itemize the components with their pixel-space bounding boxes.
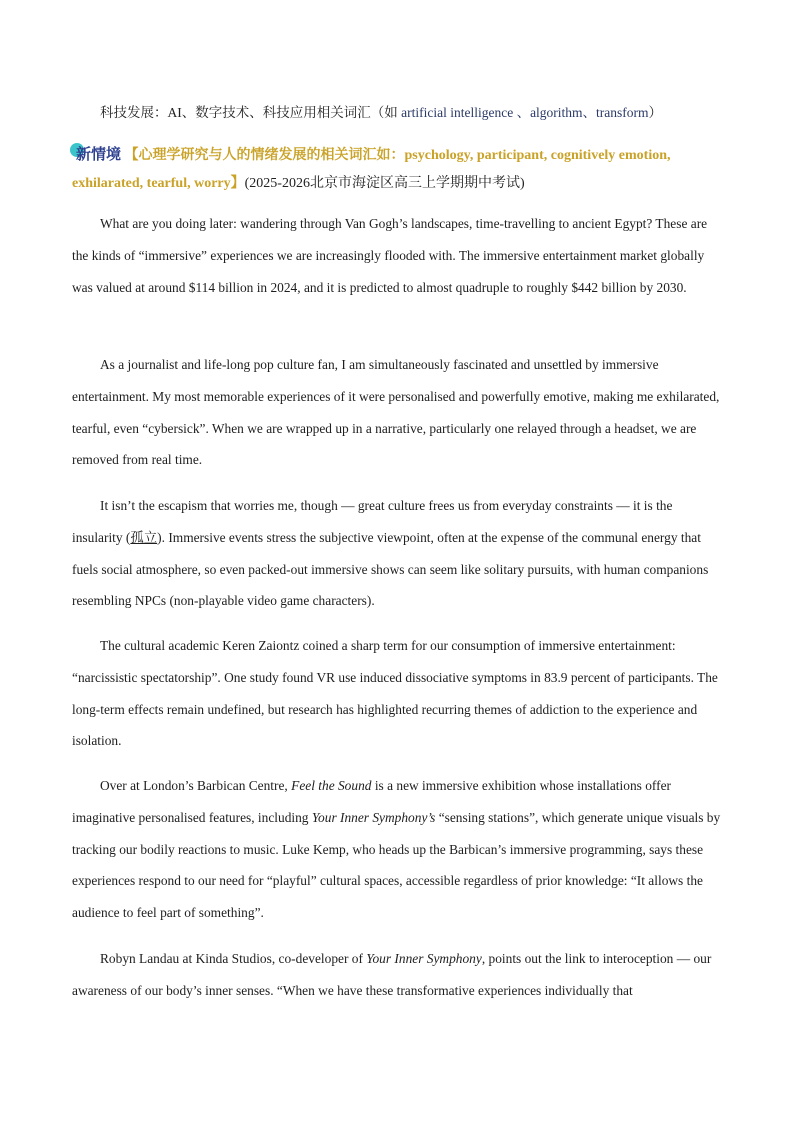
italic-title: Feel the Sound (291, 778, 372, 793)
paragraph-6: Robyn Landau at Kinda Studios, co-developer of Your Inner Symphony, points out the link to interoception — our awareness of our body’s inner senses. “When we have these transformative experiences individually that (72, 951, 712, 998)
paragraph-2: As a journalist and life-long pop culture fan, I am simultaneously fascinated and unsettled by immersive entertainment. My most memorable experiences of it were personalised and powerfully emotive, making me exhilarated, tearful, even “cybersick”. When we are wrapped up in a narrative, particularly one relayed through a headset, we are removed from real time. (72, 357, 720, 468)
vocab-line (100, 101, 662, 121)
vocab-words: artificial intelligence 、algorithm、transform (401, 105, 649, 120)
gloss-term: 孤立 (130, 529, 158, 545)
paragraph-3: It isn’t the escapism that worries me, though — great culture frees us from everyday constraints — it is the insularity (孤立). Immersive events stress the subjective viewpoint, often at the expense of the communal energy that fuels social atmosphere, so even packed-out immersive shows can seem like solitary pursuits, with human companions resembling NPCs (non-playable video game characters). (72, 498, 709, 609)
vocab-suffix: ） (648, 105, 663, 120)
vocab-prefix: 科技发展：AI、数字技术、科技应用相关词汇（如 (100, 105, 402, 120)
paragraph-5: Over at London’s Barbican Centre, Feel the Sound is a new immersive exhibition whose installations offer imaginative personalised features, including Your Inner Symphony’s “sensing stations”, which generate unique visuals by tracking our bodily reactions to music. Luke Kemp, who heads up the Barbican’s immersive programming, says these experiences respond to our need for “playful” cultural spaces, accessible regardless of prior knowledge: “It allows the audience to feel part of something”. (72, 778, 721, 921)
context-highlight: 【心理学研究与人的情绪发展的相关词汇如：psychology, participant, cognitively emotion, exhilarated, tearful, worry】 (72, 148, 671, 191)
paragraph-1: What are you doing later: wandering through Van Gogh’s landscapes, time-travelling to ancient Egypt? These are the kinds of “immersive” experiences we are increasingly flooded with. The immersive entertainment market globally was valued at around $114 billion in 2024, and it is predicted to almost quadruple to roughly $442 billion by 2030. (72, 216, 708, 295)
context-badge: 新情境 (72, 140, 121, 168)
italic-title: Your Inner Symphony (366, 951, 482, 966)
context-block (72, 140, 724, 198)
italic-title: Your Inner Symphony’s (311, 809, 436, 825)
paragraph-4: The cultural academic Keren Zaiontz coined a sharp term for our consumption of immersive entertainment: “narcissistic spectatorship”. One study found VR use induced dissociative symptoms in 83.9 percent of participants. The long-term effects remain undefined, but research has highlighted recurring themes of addiction to the experience and isolation. (72, 638, 718, 749)
context-source: (2025-2026北京市海淀区高三上学期期中考试) (244, 176, 525, 191)
